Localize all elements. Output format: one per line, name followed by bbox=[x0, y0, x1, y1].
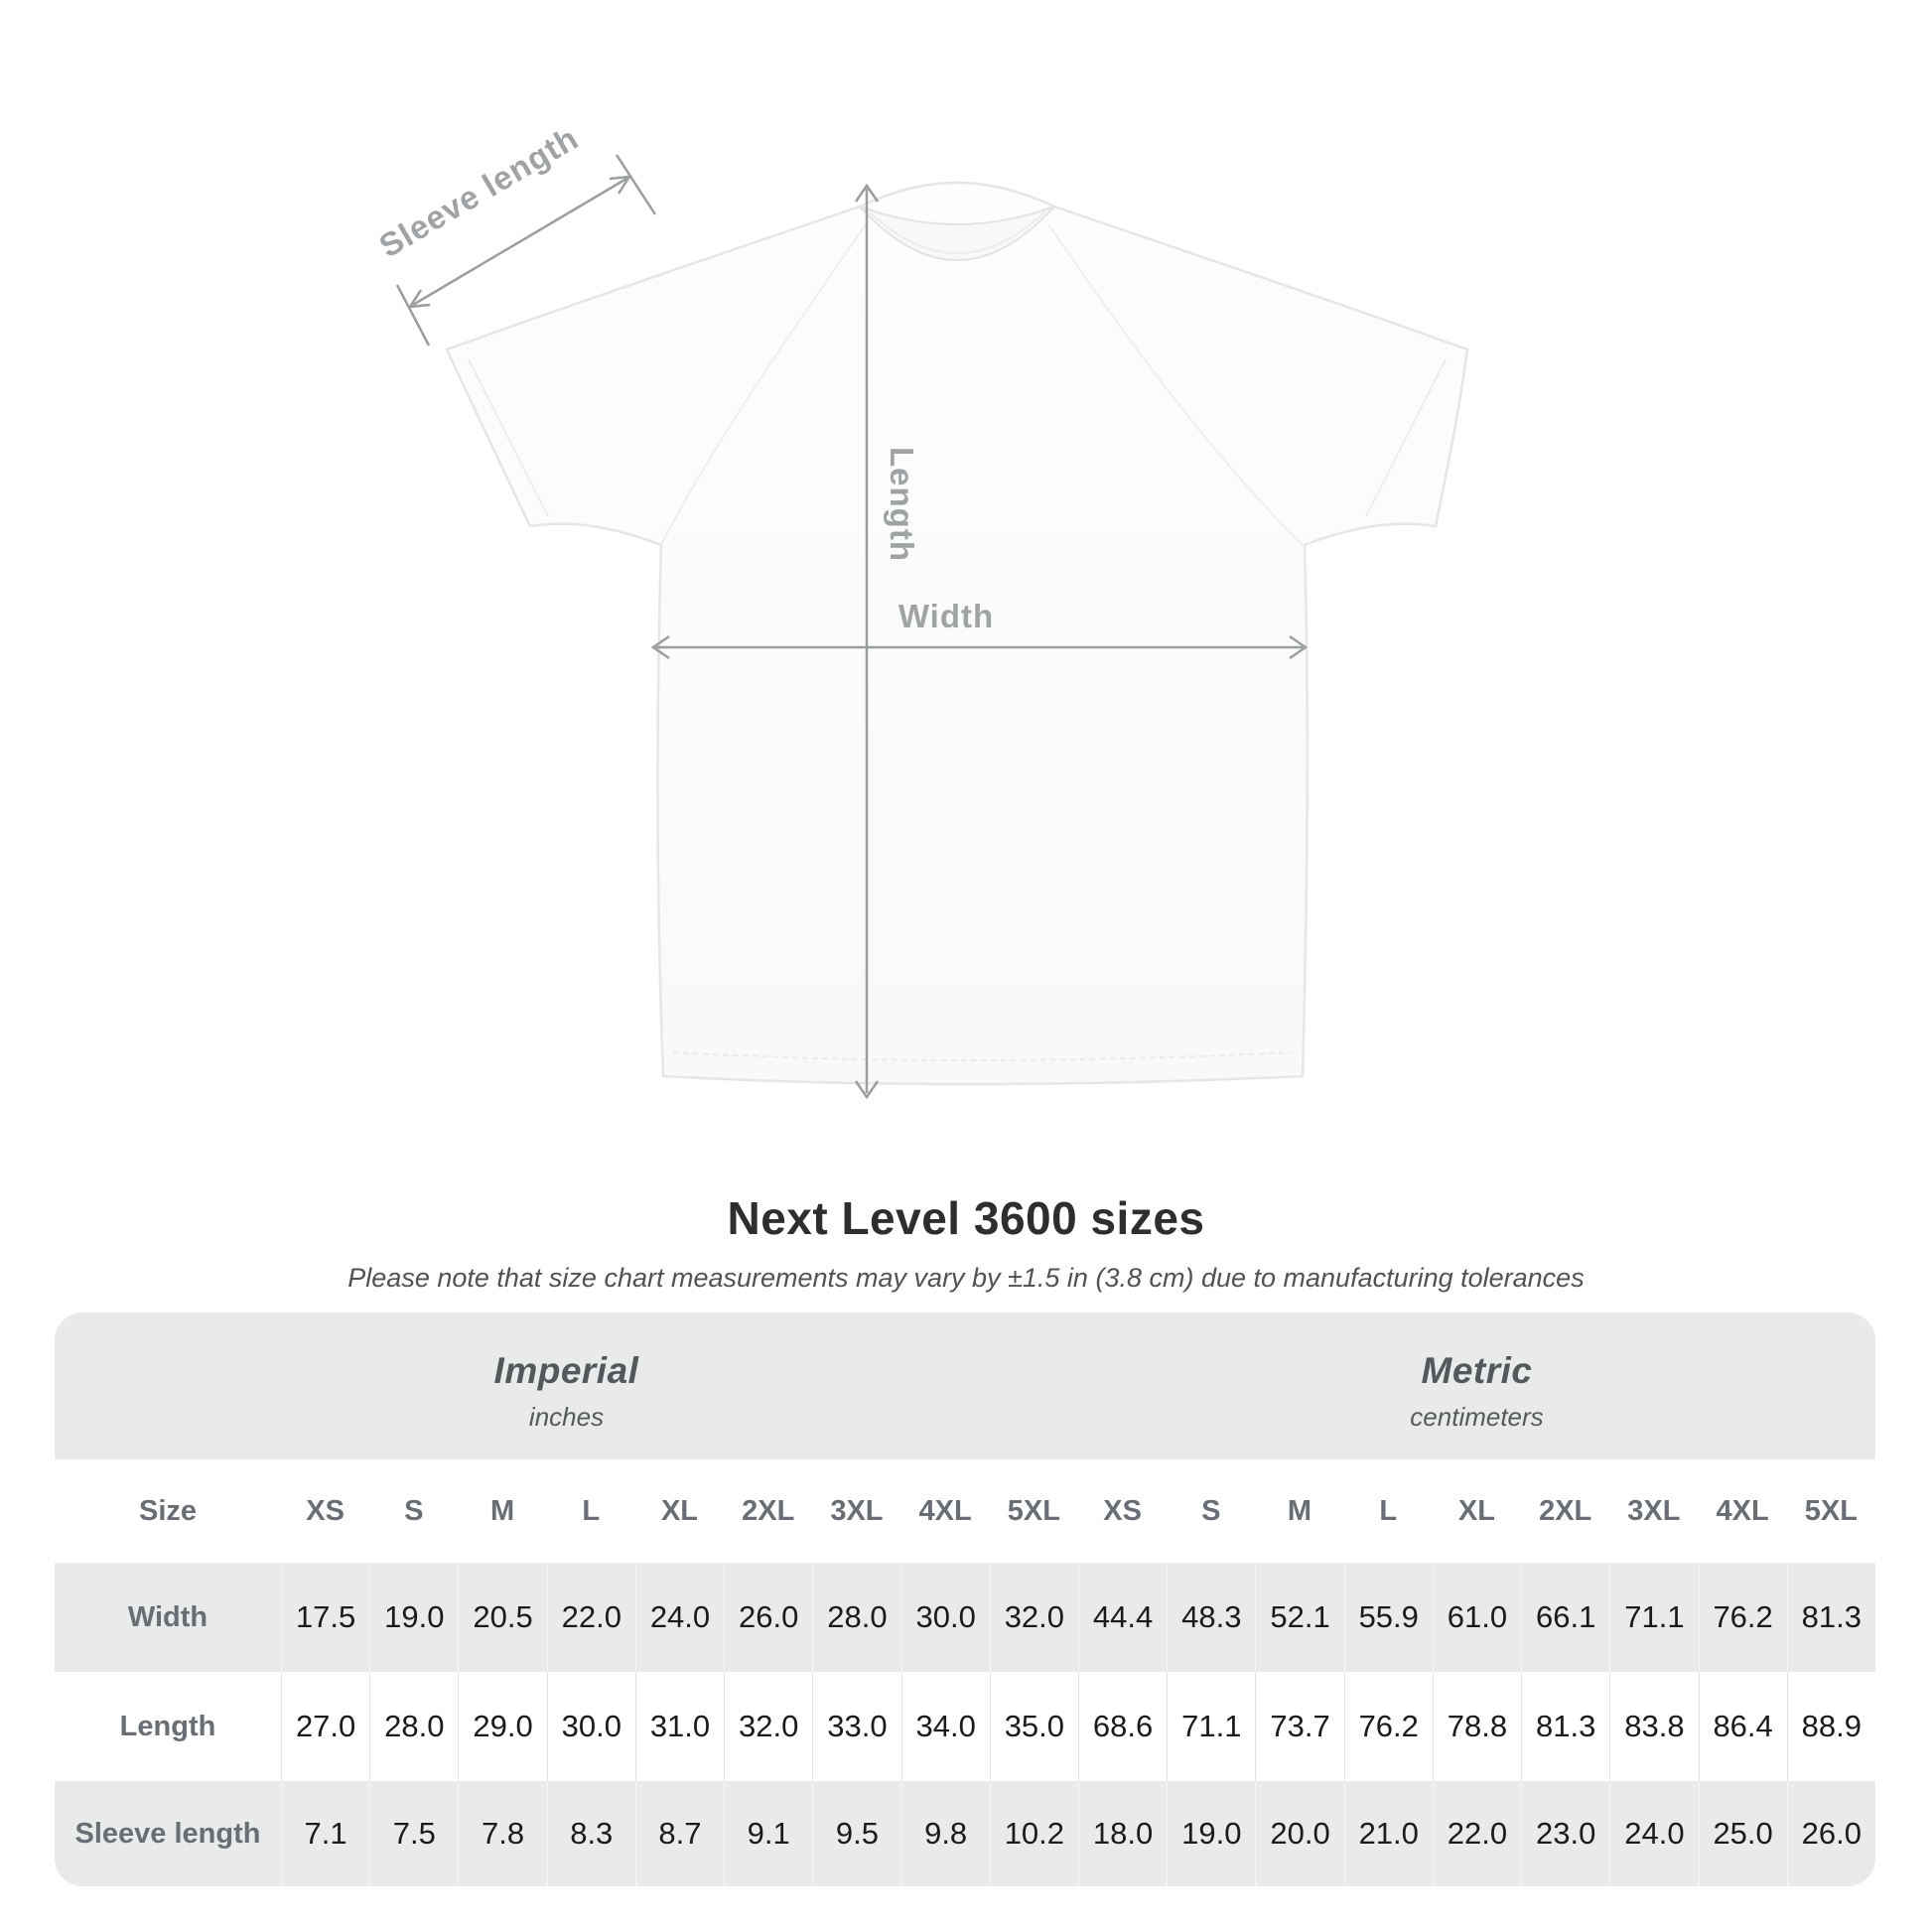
value-cell: 18.0 bbox=[1078, 1781, 1167, 1886]
value-cell: 22.0 bbox=[1433, 1781, 1521, 1886]
unit-group-imperial bbox=[55, 1312, 1078, 1459]
row-label: Sleeve length bbox=[74, 1817, 261, 1850]
value-cell: 20.0 bbox=[1255, 1781, 1343, 1886]
value-cell: 33.0 bbox=[812, 1672, 900, 1781]
metric-unit: centimeters bbox=[1410, 1401, 1544, 1432]
data-row-sleeve-length bbox=[55, 1781, 1875, 1886]
value-cell: 10.2 bbox=[990, 1781, 1078, 1886]
data-row-width bbox=[55, 1563, 1875, 1672]
unit-group-metric bbox=[1078, 1312, 1875, 1459]
value-cell: 71.1 bbox=[1167, 1672, 1255, 1781]
row-label: Width bbox=[127, 1600, 208, 1633]
value-cell: 9.1 bbox=[724, 1781, 812, 1886]
value-cell: 48.3 bbox=[1167, 1563, 1255, 1672]
value-cell: 19.0 bbox=[1167, 1781, 1255, 1886]
size-row-label: Size bbox=[138, 1494, 198, 1527]
value-cell: 8.7 bbox=[635, 1781, 724, 1886]
value-cell: 28.0 bbox=[812, 1563, 900, 1672]
value-cell: 55.9 bbox=[1344, 1563, 1433, 1672]
value-cell: 32.0 bbox=[990, 1563, 1078, 1672]
size-header-cell: L bbox=[1379, 1494, 1398, 1527]
unit-header-row bbox=[55, 1312, 1875, 1459]
value-cell: 66.1 bbox=[1521, 1563, 1609, 1672]
size-header-cell: L bbox=[582, 1494, 601, 1527]
size-header-row bbox=[55, 1459, 1875, 1563]
size-header-cell: S bbox=[1201, 1494, 1221, 1527]
size-header-cell: XL bbox=[1457, 1494, 1495, 1527]
imperial-unit: inches bbox=[528, 1401, 605, 1432]
metric-heading: Metric bbox=[1421, 1349, 1533, 1391]
value-cell: 61.0 bbox=[1433, 1563, 1521, 1672]
value-cell: 81.3 bbox=[1787, 1563, 1875, 1672]
size-header-cell: 2XL bbox=[1539, 1494, 1592, 1527]
size-header-cell: 4XL bbox=[918, 1494, 972, 1527]
size-header-cell: XS bbox=[306, 1494, 345, 1527]
tolerance-note: Please note that size chart measurements may vary by ±1.5 in (3.8 cm) due to manufacturing tolerances bbox=[347, 1263, 1585, 1293]
value-cell: 9.8 bbox=[901, 1781, 990, 1886]
value-cell: 30.0 bbox=[547, 1672, 635, 1781]
size-header-cell: M bbox=[489, 1494, 515, 1527]
size-header-cell: 3XL bbox=[1627, 1494, 1681, 1527]
value-cell: 73.7 bbox=[1255, 1672, 1343, 1781]
value-cell: 7.8 bbox=[458, 1781, 546, 1886]
value-cell: 22.0 bbox=[547, 1563, 635, 1672]
value-cell: 81.3 bbox=[1521, 1672, 1609, 1781]
size-header-cell: S bbox=[404, 1494, 424, 1527]
value-cell: 32.0 bbox=[724, 1672, 812, 1781]
value-cell: 27.0 bbox=[281, 1672, 369, 1781]
value-cell: 28.0 bbox=[369, 1672, 458, 1781]
value-cell: 78.8 bbox=[1433, 1672, 1521, 1781]
size-header-cell: 5XL bbox=[1007, 1494, 1060, 1527]
value-cell: 7.5 bbox=[369, 1781, 458, 1886]
value-cell: 21.0 bbox=[1344, 1781, 1433, 1886]
value-cell: 8.3 bbox=[547, 1781, 635, 1886]
value-cell: 25.0 bbox=[1699, 1781, 1787, 1886]
value-cell: 83.8 bbox=[1609, 1672, 1698, 1781]
value-cell: 9.5 bbox=[812, 1781, 900, 1886]
value-cell: 30.0 bbox=[901, 1563, 990, 1672]
value-cell: 23.0 bbox=[1521, 1781, 1609, 1886]
length-label: Length bbox=[884, 447, 920, 562]
value-cell: 24.0 bbox=[1609, 1781, 1698, 1886]
page-title: Next Level 3600 sizes bbox=[727, 1192, 1205, 1244]
value-cell: 31.0 bbox=[635, 1672, 724, 1781]
value-cell: 26.0 bbox=[724, 1563, 812, 1672]
value-cell: 52.1 bbox=[1255, 1563, 1343, 1672]
value-cell: 24.0 bbox=[635, 1563, 724, 1672]
size-header-cell: XS bbox=[1103, 1494, 1142, 1527]
row-label: Length bbox=[119, 1710, 216, 1742]
value-cell: 20.5 bbox=[458, 1563, 546, 1672]
value-cell: 88.9 bbox=[1787, 1672, 1875, 1781]
value-cell: 71.1 bbox=[1609, 1563, 1698, 1672]
imperial-heading: Imperial bbox=[493, 1349, 639, 1391]
value-cell: 34.0 bbox=[901, 1672, 990, 1781]
value-cell: 76.2 bbox=[1344, 1672, 1433, 1781]
value-cell: 35.0 bbox=[990, 1672, 1078, 1781]
size-header-cell: 2XL bbox=[742, 1494, 795, 1527]
size-header-cell: 5XL bbox=[1804, 1494, 1858, 1527]
value-cell: 26.0 bbox=[1787, 1781, 1875, 1886]
width-label: Width bbox=[897, 598, 995, 634]
sleeve-length-label: Sleeve length bbox=[372, 118, 585, 265]
data-row-length bbox=[55, 1672, 1875, 1781]
value-cell: 19.0 bbox=[369, 1563, 458, 1672]
value-cell: 44.4 bbox=[1078, 1563, 1167, 1672]
value-cell: 76.2 bbox=[1699, 1563, 1787, 1672]
value-cell: 68.6 bbox=[1078, 1672, 1167, 1781]
size-chart-table bbox=[55, 1312, 1875, 1886]
size-header-cell: M bbox=[1287, 1494, 1312, 1527]
value-cell: 29.0 bbox=[458, 1672, 546, 1781]
value-cell: 7.1 bbox=[281, 1781, 369, 1886]
size-header-cell: 3XL bbox=[830, 1494, 884, 1527]
value-cell: 86.4 bbox=[1699, 1672, 1787, 1781]
size-header-cell: 4XL bbox=[1716, 1494, 1769, 1527]
size-header-cell: XL bbox=[660, 1494, 699, 1527]
value-cell: 17.5 bbox=[281, 1563, 369, 1672]
